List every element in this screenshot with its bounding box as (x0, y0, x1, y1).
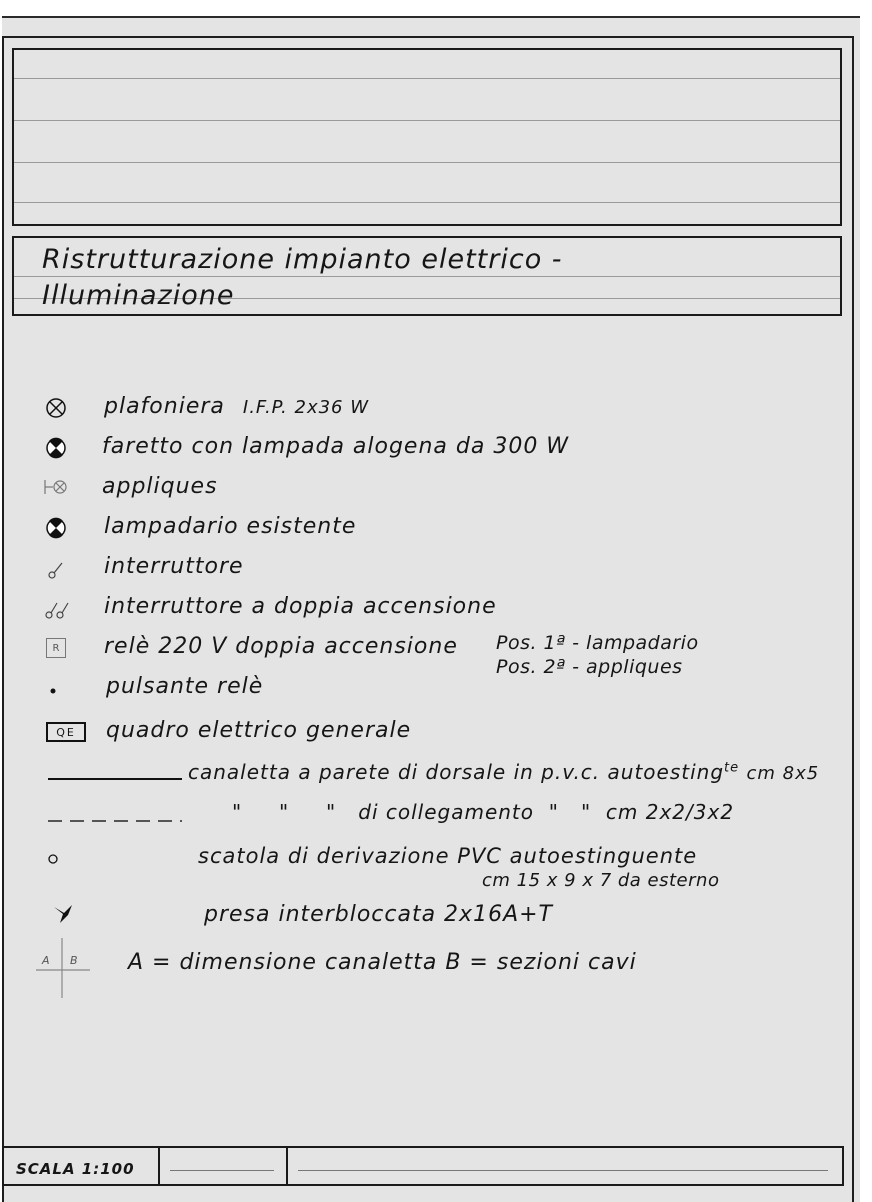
footer-box (2, 1146, 844, 1186)
solid-line-icon (48, 778, 182, 780)
legend-label-doppia-accensione: interruttore a doppia accensione (104, 594, 497, 619)
legend-label-canaletta-collegamento: " " " di collegamento " " cm 2x2/3x2 (232, 800, 735, 824)
rele-note-1: Pos. 1ª - lampadario (496, 632, 699, 654)
scatola-size: cm 15 x 9 x 7 da esterno (482, 870, 720, 891)
panel-icon: QE (46, 722, 86, 742)
legend-label-interruttore: interruttore (104, 554, 244, 579)
junction-box-icon (46, 852, 60, 866)
legend-label-faretto: faretto con lampada alogena da 300 W (102, 434, 570, 459)
footer-blank-line (170, 1170, 274, 1171)
title-rule (14, 276, 840, 277)
rele-note-2: Pos. 2ª - appliques (496, 656, 683, 678)
legend-label-lampadario: lampadario esistente (104, 514, 357, 539)
legend-label-plafoniera: plafoniera I.F.P. 2x36 W (104, 394, 370, 419)
title-box (12, 236, 842, 316)
wall-lamp-icon (40, 476, 72, 498)
title-line-2: Illuminazione (42, 280, 235, 311)
footer-divider (158, 1148, 160, 1184)
header-rule (14, 120, 840, 121)
legend-label-ab: A = dimensione canaletta B = sezioni cavi (128, 950, 637, 975)
header-box (12, 48, 842, 226)
title-line-1: Ristrutturazione impianto elettrico - (42, 244, 563, 275)
push-button-icon (48, 686, 58, 696)
axis-label-a: A (42, 954, 50, 967)
legend-label-presa: presa interbloccata 2x16A+T (204, 902, 553, 927)
crossed-circle-icon (44, 396, 68, 420)
header-rule (14, 162, 840, 163)
footer-divider (286, 1148, 288, 1184)
header-rule (14, 78, 840, 79)
legend-label-canaletta-dorsale: canaletta a parete di dorsale in p.v.c. autoesting$^{te}$ cm 8x5 (188, 760, 820, 784)
axis-label-b: B (70, 954, 78, 967)
spotlight-icon (44, 436, 68, 460)
legend-label-appliques: appliques (102, 474, 218, 499)
drawing-sheet (2, 16, 860, 1202)
legend-label-pulsante: pulsante relè (106, 674, 264, 699)
dashed-line-icon (48, 820, 182, 822)
socket-icon (50, 902, 76, 926)
footer-blank-line (298, 1170, 828, 1171)
switch-icon (44, 558, 68, 582)
legend-label-rele: relè 220 V doppia accensione (104, 634, 458, 659)
relay-icon: R (46, 638, 66, 658)
legend-label-scatola: scatola di derivazione PVC autoestinguente (198, 844, 698, 868)
chandelier-icon (44, 516, 68, 540)
double-switch-icon (42, 598, 72, 622)
legend-label-quadro: quadro elettrico generale (106, 718, 412, 743)
cross-axis-icon (36, 938, 90, 998)
scale-label: SCALA 1:100 (16, 1160, 135, 1178)
header-rule (14, 202, 840, 203)
